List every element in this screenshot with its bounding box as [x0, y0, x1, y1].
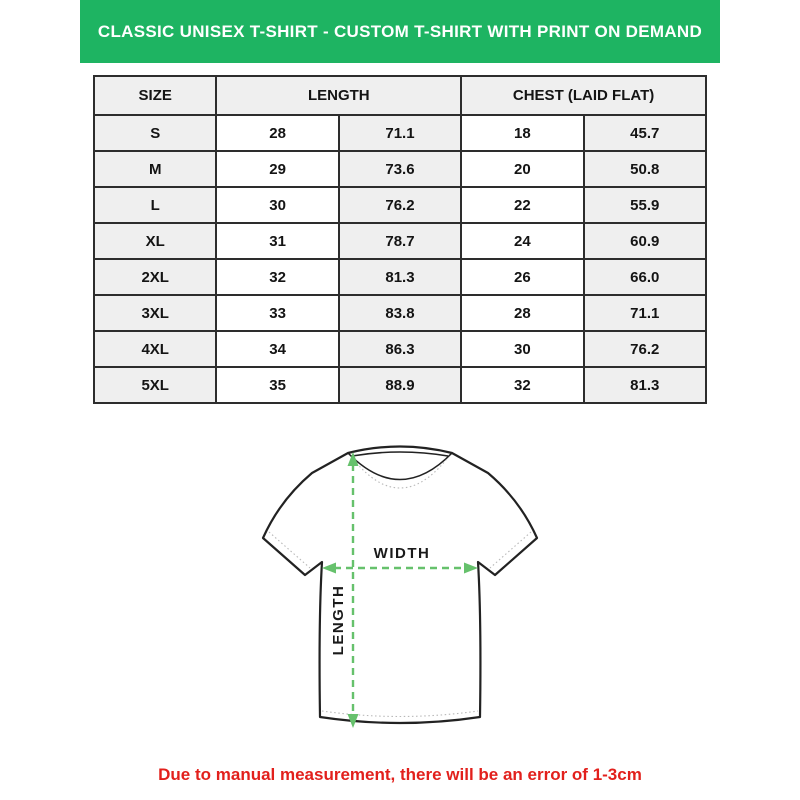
size-table	[93, 75, 707, 404]
column-header-chest: CHEST (LAID FLAT)	[461, 76, 706, 115]
chest-in-cell: 30	[461, 331, 583, 367]
chest-cm-cell: 71.1	[584, 295, 706, 331]
table-row	[94, 115, 706, 151]
length-cm-cell: 83.8	[339, 295, 461, 331]
size-cell: M	[94, 151, 216, 187]
measurement-error-note: Due to manual measurement, there will be an error of 1-3cm	[158, 765, 642, 784]
size-cell: 3XL	[94, 295, 216, 331]
chest-cm-cell: 50.8	[584, 151, 706, 187]
size-cell: 2XL	[94, 259, 216, 295]
size-cell: 4XL	[94, 331, 216, 367]
chest-cm-cell: 66.0	[584, 259, 706, 295]
table-row	[94, 367, 706, 403]
chest-in-cell: 24	[461, 223, 583, 259]
table-row	[94, 223, 706, 259]
column-header-size: SIZE	[94, 76, 216, 115]
chest-in-cell: 32	[461, 367, 583, 403]
chest-cm-cell: 55.9	[584, 187, 706, 223]
size-cell: 5XL	[94, 367, 216, 403]
table-row	[94, 151, 706, 187]
table-header-row	[94, 76, 706, 115]
length-cm-cell: 86.3	[339, 331, 461, 367]
length-in-cell: 30	[216, 187, 338, 223]
length-in-cell: 33	[216, 295, 338, 331]
size-cell: XL	[94, 223, 216, 259]
chest-in-cell: 22	[461, 187, 583, 223]
length-in-cell: 31	[216, 223, 338, 259]
size-cell: S	[94, 115, 216, 151]
table-row	[94, 295, 706, 331]
length-cm-cell: 76.2	[339, 187, 461, 223]
column-header-length: LENGTH	[216, 76, 461, 115]
chest-cm-cell: 60.9	[584, 223, 706, 259]
chest-in-cell: 20	[461, 151, 583, 187]
length-in-cell: 35	[216, 367, 338, 403]
length-in-cell: 29	[216, 151, 338, 187]
length-cm-cell: 81.3	[339, 259, 461, 295]
tshirt-outline	[263, 447, 537, 724]
width-label: WIDTH	[373, 545, 431, 562]
size-cell: L	[94, 187, 216, 223]
length-cm-cell: 78.7	[339, 223, 461, 259]
page-title: CLASSIC UNISEX T-SHIRT - CUSTOM T-SHIRT WITH PRINT ON DEMAND	[97, 21, 703, 41]
table-row	[94, 331, 706, 367]
chest-in-cell: 26	[461, 259, 583, 295]
size-chart	[93, 75, 707, 404]
title-banner	[80, 0, 720, 63]
chest-cm-cell: 45.7	[584, 115, 706, 151]
chest-cm-cell: 76.2	[584, 331, 706, 367]
table-row	[94, 259, 706, 295]
length-label: LENGTH	[330, 584, 347, 656]
length-cm-cell: 88.9	[339, 367, 461, 403]
length-cm-cell: 71.1	[339, 115, 461, 151]
chest-cm-cell: 81.3	[584, 367, 706, 403]
chest-in-cell: 28	[461, 295, 583, 331]
length-cm-cell: 73.6	[339, 151, 461, 187]
length-in-cell: 32	[216, 259, 338, 295]
table-row	[94, 187, 706, 223]
tshirt-measurement-diagram	[249, 440, 551, 752]
length-in-cell: 34	[216, 331, 338, 367]
length-in-cell: 28	[216, 115, 338, 151]
tshirt-diagram-svg	[249, 440, 551, 752]
chest-in-cell: 18	[461, 115, 583, 151]
